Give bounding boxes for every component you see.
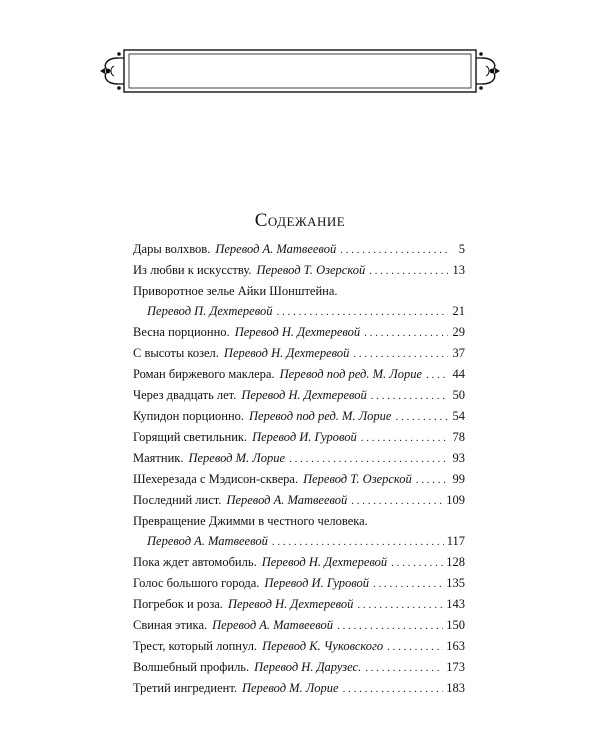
toc-entry — [133, 660, 465, 674]
dot-leader — [426, 368, 448, 382]
dot-leader — [387, 640, 443, 654]
entry-page-number: 54 — [452, 409, 465, 423]
toc-entry — [133, 618, 465, 632]
entry-translator: Перевод К. Чуковского — [262, 639, 384, 653]
entry-title: Шехерезада с Мэдисон-сквера. — [133, 472, 299, 486]
entry-translator: Перевод Н. Дарузес. — [254, 660, 362, 674]
entry-title: Приворотное зелье Айки Шонштейна. — [133, 284, 338, 298]
entry-translator: Перевод И. Гуровой — [264, 576, 370, 590]
entry-translator: Перевод Т. Озерской — [303, 472, 412, 486]
entry-title: Маятник. — [133, 451, 184, 465]
dot-leader — [337, 619, 443, 633]
entry-translator: Перевод М. Лорие — [188, 451, 286, 465]
entry-page-number: 29 — [452, 325, 465, 339]
dot-leader — [416, 473, 448, 487]
entry-title: Погребок и роза. — [133, 597, 223, 611]
entry-page-number: 173 — [446, 660, 465, 674]
entry-translator: Перевод под ред. М. Лорие — [249, 409, 392, 423]
dot-leader — [365, 661, 443, 675]
toc-entry — [133, 325, 465, 339]
entry-translator: Перевод Н. Дехтеревой — [223, 346, 350, 360]
entry-title: Волшебный профиль. — [133, 660, 250, 674]
dot-leader — [391, 556, 443, 570]
entry-title: Свиная этика. — [133, 618, 208, 632]
entry-page-number: 78 — [452, 430, 465, 444]
entry-translator: Перевод А. Матвеевой — [212, 618, 333, 632]
entry-page-number: 21 — [452, 304, 465, 318]
page-title: Содежание — [254, 210, 346, 231]
dot-leader — [340, 243, 448, 257]
entry-page-number: 128 — [446, 555, 465, 569]
entry-translator: Перевод И. Гуровой — [252, 430, 357, 444]
toc-entry — [133, 284, 465, 318]
entry-title: Голос большого города. — [133, 576, 260, 590]
entry-page-number: 183 — [446, 681, 465, 695]
entry-page-number: 37 — [452, 346, 465, 360]
toc-entry — [133, 493, 465, 507]
dot-leader — [373, 577, 443, 591]
entry-page-number: 99 — [452, 472, 465, 486]
entry-title: Трест, который лопнул. — [133, 639, 258, 653]
entry-translator: Перевод А. Матвеевой — [226, 493, 348, 507]
toc-entry — [133, 409, 465, 423]
entry-title: Весна порционно. — [133, 325, 230, 339]
dot-leader — [351, 494, 443, 508]
entry-translator: Перевод А. Матвеевой — [147, 534, 268, 548]
entry-page-number: 135 — [446, 576, 465, 590]
dot-leader — [395, 410, 448, 424]
entry-translator: Перевод Н. Дехтеревой — [261, 555, 388, 569]
toc-entry — [133, 242, 465, 256]
entry-translator: Перевод Н. Дехтеревой — [227, 597, 354, 611]
toc-entry — [133, 514, 465, 548]
dot-leader — [357, 598, 443, 612]
dot-leader — [289, 452, 448, 466]
toc-entry — [133, 472, 465, 486]
dot-leader — [361, 431, 448, 445]
toc-entry — [133, 555, 465, 569]
decorative-frame — [98, 44, 502, 98]
dot-leader — [369, 264, 448, 278]
entry-title: Последний лист. — [133, 493, 222, 507]
toc-entry — [133, 263, 465, 277]
toc-entry — [133, 576, 465, 590]
entry-page-number: 143 — [446, 597, 465, 611]
toc-entry — [133, 681, 465, 695]
toc-entry — [133, 639, 465, 653]
entry-page-number: 50 — [452, 388, 465, 402]
entry-translator: Перевод Н. Дехтеревой — [241, 388, 367, 402]
entry-title: Превращение Джимми в честного человека. — [133, 514, 368, 528]
entry-title: Через двадцать лет. — [133, 388, 237, 402]
entry-page-number: 5 — [458, 242, 465, 256]
entry-translator: Перевод Т. Озерской — [256, 263, 366, 277]
dot-leader — [343, 682, 444, 696]
entry-page-number: 44 — [452, 367, 465, 381]
dot-leader — [272, 535, 444, 549]
dot-leader — [371, 389, 448, 403]
dot-leader — [364, 326, 448, 340]
entry-page-number: 13 — [452, 263, 465, 277]
toc-entry — [133, 597, 465, 611]
entry-title: Пока ждет автомобиль. — [133, 555, 257, 569]
entry-title: Горящий светильник. — [133, 430, 248, 444]
entry-title: С высоты козел. — [133, 346, 219, 360]
entry-title: Из любви к искусству. — [133, 263, 252, 277]
toc-entry — [133, 367, 465, 381]
table-of-contents — [133, 242, 465, 702]
entry-translator: Перевод М. Лорие — [242, 681, 339, 695]
toc-entry — [133, 346, 465, 360]
toc-entry — [133, 388, 465, 402]
entry-page-number: 150 — [446, 618, 465, 632]
entry-page-number: 93 — [452, 451, 465, 465]
entry-page-number: 117 — [446, 534, 465, 548]
entry-translator: Перевод А. Матвеевой — [215, 242, 337, 256]
entry-title: Третий ингредиент. — [133, 681, 237, 695]
toc-entry — [133, 430, 465, 444]
entry-title: Купидон порционно. — [133, 409, 245, 423]
dot-leader — [276, 305, 448, 319]
entry-translator: Перевод Н. Дехтеревой — [234, 325, 361, 339]
entry-page-number: 163 — [446, 639, 465, 653]
entry-page-number: 109 — [446, 493, 465, 507]
entry-translator: Перевод под ред. М. Лорие — [279, 367, 423, 381]
dot-leader — [353, 347, 448, 361]
entry-title: Дары волхвов. — [133, 242, 211, 256]
entry-translator: Перевод П. Дехтеревой — [147, 304, 273, 318]
toc-entry — [133, 451, 465, 465]
entry-title: Роман биржевого маклера. — [133, 367, 275, 381]
